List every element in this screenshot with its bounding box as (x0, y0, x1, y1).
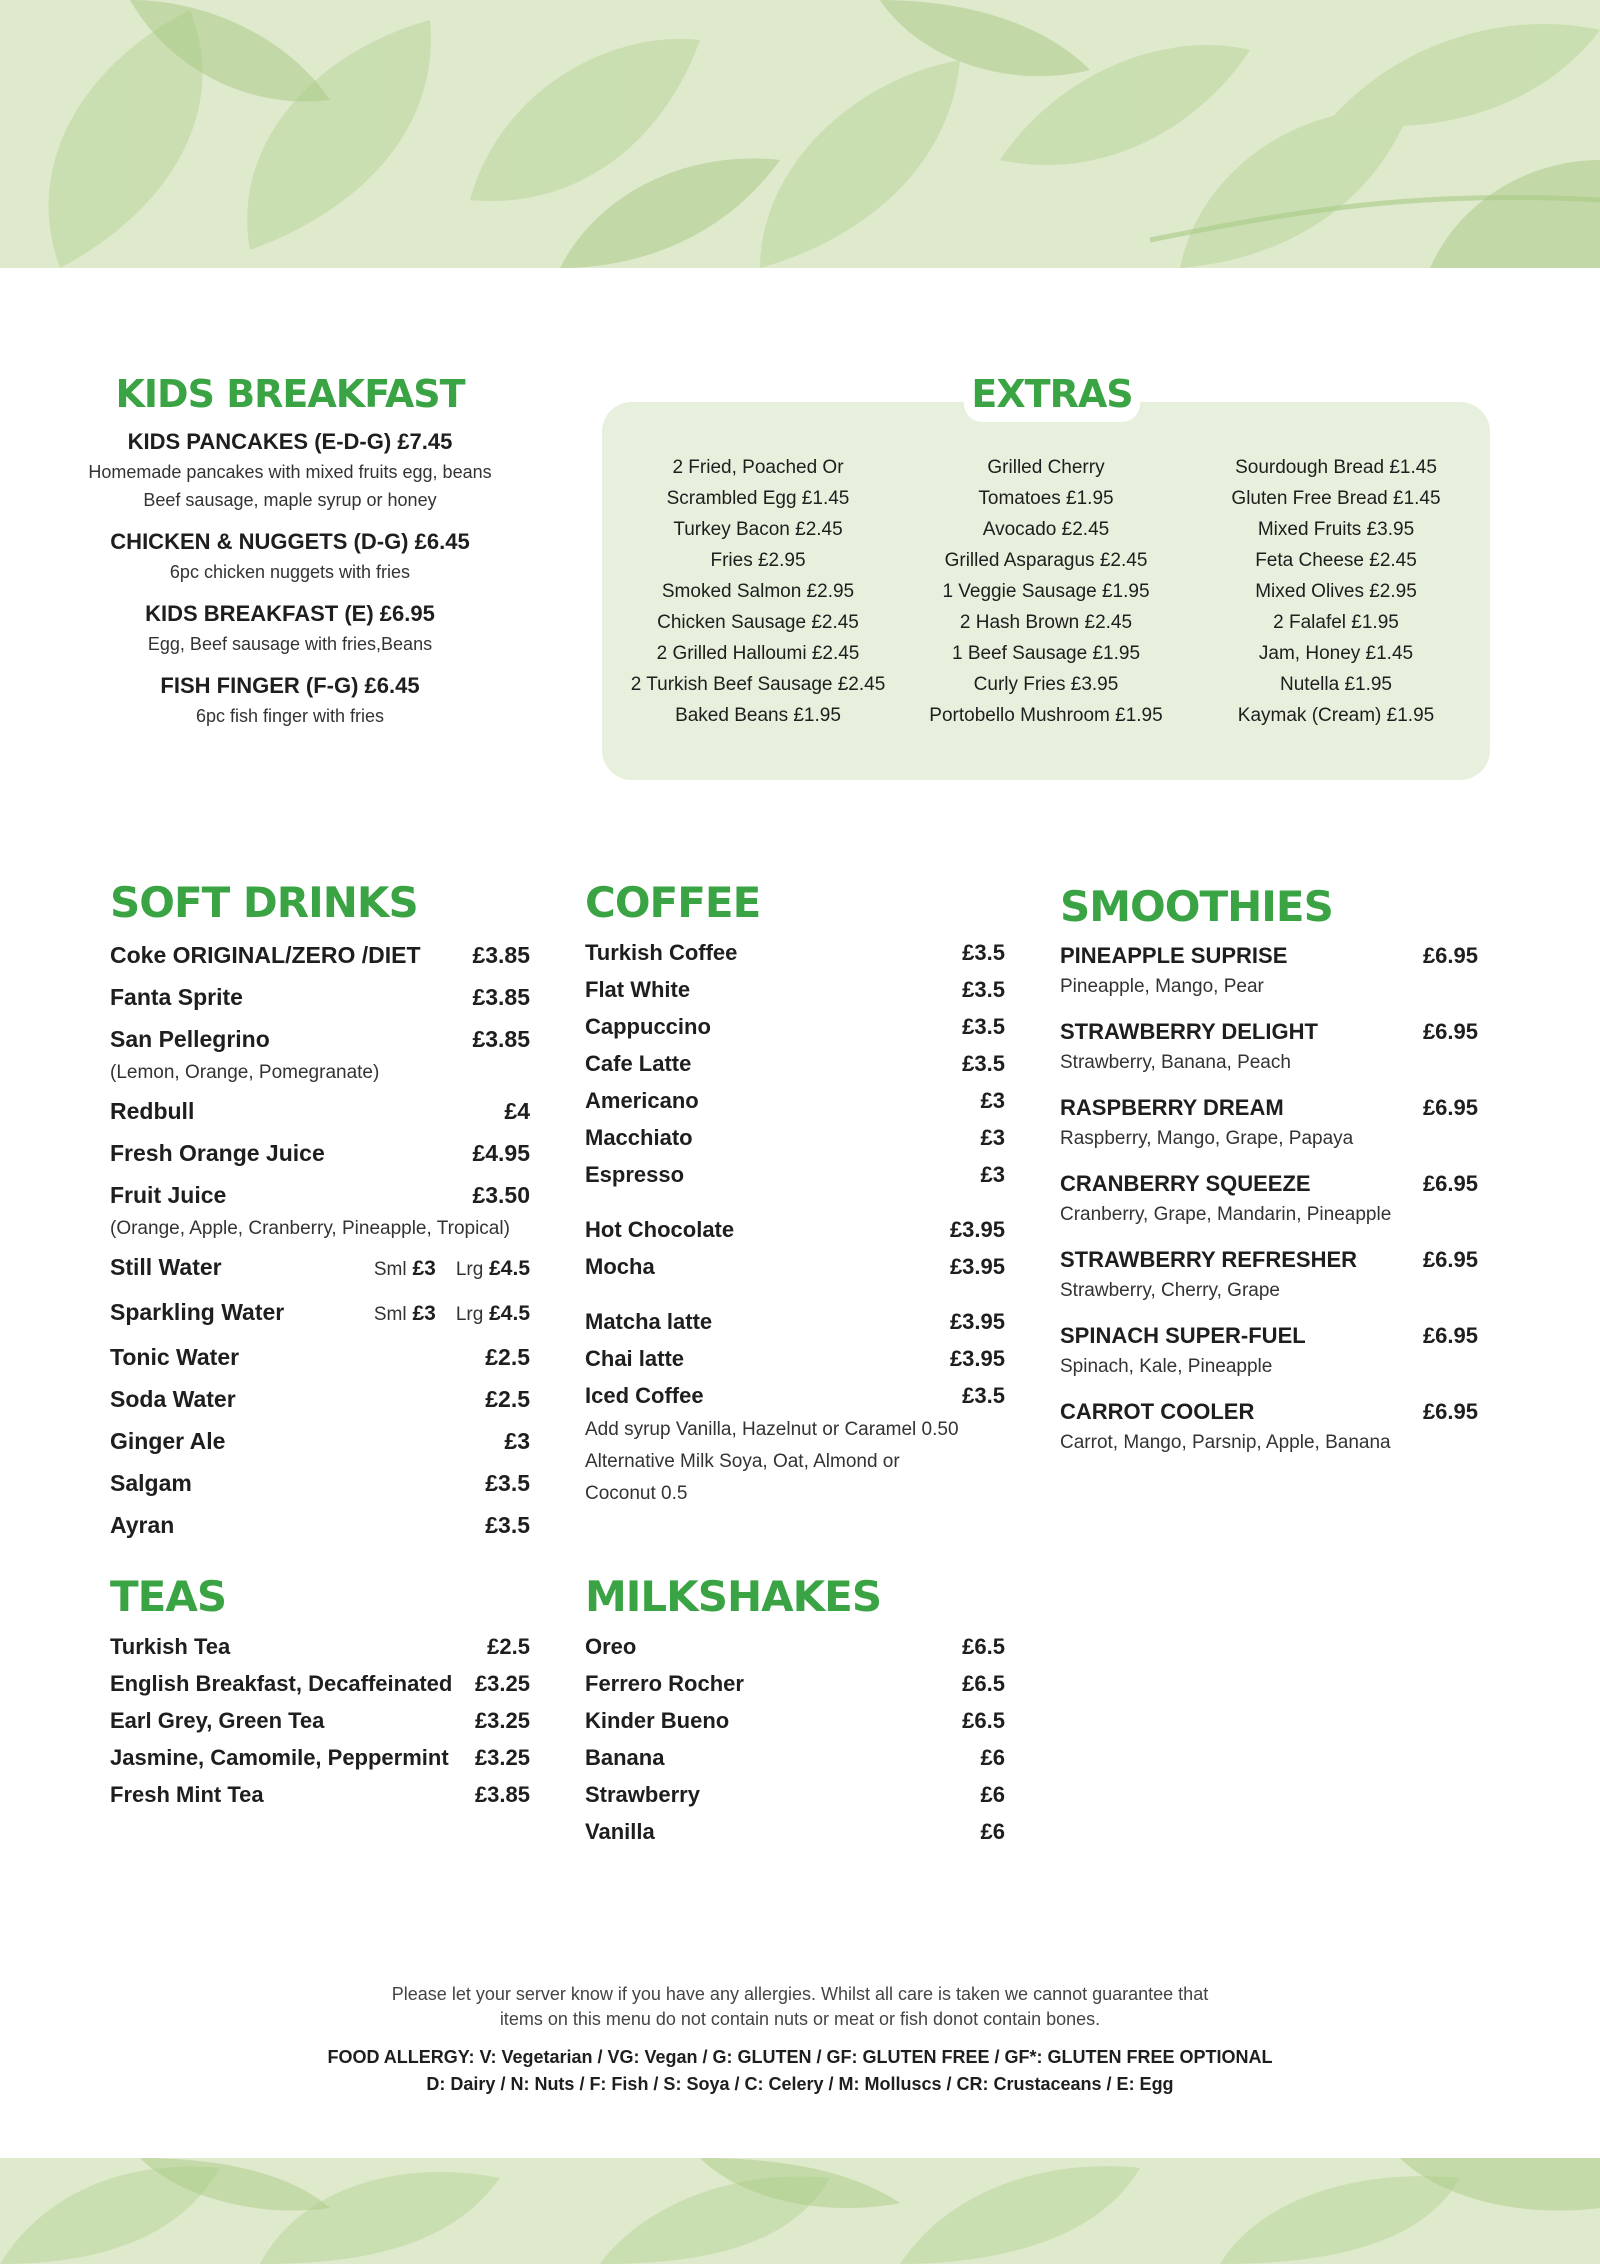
item-price: £2.5 (487, 1634, 530, 1659)
extras-item: Portobello Mushroom £1.95 (929, 705, 1163, 726)
menu-item (1060, 1318, 1478, 1380)
soft-drinks-heading: SOFT DRINKS (110, 878, 418, 927)
menu-item (1060, 938, 1478, 1000)
menu-item (110, 1018, 530, 1060)
size-label: Lrg (455, 1304, 484, 1325)
extras-item: Mixed Olives £2.95 (1255, 581, 1417, 602)
spacer (585, 1285, 1005, 1303)
menu-item (110, 1739, 530, 1776)
item-price: £3.50 (472, 1182, 530, 1208)
item-price: £3.85 (474, 1782, 530, 1807)
menu-item (110, 1504, 530, 1546)
size-label: Sml (373, 1259, 407, 1280)
extras-item: Smoked Salmon £2.95 (661, 581, 855, 602)
menu-item-title: CHICKEN & NUGGETS (D-G) £6.45 (110, 529, 470, 554)
item-name: Earl Grey, Green Tea (110, 1708, 325, 1733)
item-name: STRAWBERRY DELIGHT (1060, 1019, 1318, 1044)
menu-item (110, 1628, 530, 1665)
item-name: Ayran (110, 1512, 175, 1538)
item-description: Spinach, Kale, Pineapple (1060, 1356, 1273, 1377)
coffee-section (585, 876, 1005, 1510)
item-name: PINEAPPLE SUPRISE (1060, 943, 1288, 968)
menu-item (110, 1665, 530, 1702)
item-note: (Lemon, Orange, Pomegranate) (110, 1062, 380, 1083)
item-description: Carrot, Mango, Parsnip, Apple, Banana (1060, 1432, 1391, 1453)
menu-item (585, 1813, 1005, 1850)
item-price: £3.5 (962, 977, 1005, 1002)
smoothies-section (1060, 880, 1478, 1470)
extras-item: 2 Turkish Beef Sausage £2.45 (630, 674, 886, 695)
menu-item (110, 1776, 530, 1813)
item-price: £3 (504, 1428, 530, 1454)
leaf-pattern-icon (0, 2158, 1600, 2264)
item-description: Strawberry, Cherry, Grape (1060, 1280, 1280, 1301)
menu-item (60, 526, 520, 586)
menu-item (60, 670, 520, 730)
item-price: £6.5 (962, 1634, 1005, 1659)
extras-column-2 (896, 452, 1196, 731)
menu-item (1060, 1394, 1478, 1456)
extras-item: Tomatoes £1.95 (978, 488, 1114, 509)
item-name: Cafe Latte (585, 1051, 692, 1076)
item-price: £3.95 (949, 1217, 1005, 1242)
menu-item (1060, 1242, 1478, 1304)
item-price: £6.95 (1422, 1095, 1478, 1120)
extras-item: Jam, Honey £1.45 (1258, 643, 1414, 664)
item-price: £6 (980, 1745, 1005, 1770)
item-price: £3 (980, 1125, 1005, 1150)
extras-item: Scrambled Egg £1.45 (666, 488, 850, 509)
item-name: Turkish Tea (110, 1634, 231, 1659)
extras-heading-tab (964, 366, 1140, 422)
extras-item: Grilled Asparagus £2.45 (944, 550, 1148, 571)
item-name: Fruit Juice (110, 1182, 227, 1208)
menu-item-description: Egg, Beef sausage with fries,Beans (147, 634, 433, 654)
extras-panel (602, 402, 1490, 780)
menu-item (585, 1082, 1005, 1119)
spacer (585, 1193, 1005, 1211)
teas-heading: TEAS (110, 1572, 227, 1621)
item-price: £3.25 (474, 1745, 530, 1770)
item-name: English Breakfast, Decaffeinated (110, 1671, 453, 1696)
menu-item (110, 976, 530, 1018)
item-name: Iced Coffee (585, 1383, 704, 1408)
item-name: Kinder Bueno (585, 1708, 730, 1733)
item-name: Vanilla (585, 1819, 655, 1844)
item-name: Coke ORIGINAL/ZERO /DIET (110, 942, 421, 968)
menu-item (585, 1702, 1005, 1739)
item-price: £3.85 (472, 984, 530, 1010)
coffee-note: Coconut 0.5 (585, 1483, 688, 1504)
item-description: Pineapple, Mango, Pear (1060, 976, 1264, 997)
item-description: Raspberry, Mango, Grape, Papaya (1060, 1128, 1354, 1149)
menu-item-title: KIDS BREAKFAST (E) £6.95 (145, 601, 435, 626)
item-price: £3 (980, 1088, 1005, 1113)
menu-item (585, 1045, 1005, 1082)
menu-item (1060, 1166, 1478, 1228)
teas-section (110, 1570, 530, 1813)
disclaimer-text: items on this menu do not contain nuts or meat or fish donot contain bones. (499, 2009, 1101, 2029)
menu-item (585, 1340, 1005, 1377)
item-name: Strawberry (585, 1782, 700, 1807)
size-prices (374, 1293, 530, 1336)
menu-item (585, 1739, 1005, 1776)
item-name: Mocha (585, 1254, 655, 1279)
smoothies-heading: SMOOTHIES (1060, 882, 1333, 931)
item-price: £3.95 (949, 1346, 1005, 1371)
item-price: £6.95 (1422, 1399, 1478, 1424)
extras-item: Fries £2.95 (710, 550, 806, 571)
menu-item (60, 426, 520, 514)
size-label: Sml (373, 1304, 407, 1325)
extras-item: Avocado £2.45 (982, 519, 1110, 540)
item-name: Still Water (110, 1254, 222, 1280)
menu-item (585, 1211, 1005, 1248)
item-name: Soda Water (110, 1386, 236, 1412)
item-price: £3 (412, 1302, 436, 1325)
extras-item: Gluten Free Bread £1.45 (1231, 488, 1441, 509)
menu-item (1060, 1090, 1478, 1152)
menu-item (585, 1156, 1005, 1193)
item-name: Redbull (110, 1098, 195, 1124)
item-price: £3.85 (472, 1026, 530, 1052)
item-name: Cappuccino (585, 1014, 711, 1039)
leaf-banner-bottom (0, 2158, 1600, 2264)
coffee-heading: COFFEE (585, 878, 761, 927)
item-name: CRANBERRY SQUEEZE (1060, 1171, 1311, 1196)
item-price: £2.5 (485, 1344, 530, 1370)
menu-item (110, 1246, 530, 1291)
milkshakes-heading: MILKSHAKES (585, 1572, 882, 1621)
extras-column-3 (1186, 452, 1486, 731)
item-price: £6.95 (1422, 1019, 1478, 1044)
menu-item (585, 1119, 1005, 1156)
soft-drinks-section (110, 876, 530, 1546)
item-price: £3.5 (962, 1051, 1005, 1076)
menu-item (110, 1336, 530, 1378)
menu-item (585, 1628, 1005, 1665)
item-name: Oreo (585, 1634, 637, 1659)
item-name: Flat White (585, 977, 691, 1002)
allergy-legend: D: Dairy / N: Nuts / F: Fish / S: Soya / C: Celery / M: Molluscs / CR: Crustaceans / E: Egg (426, 2074, 1174, 2094)
menu-item-description: Beef sausage, maple syrup or honey (143, 490, 437, 510)
menu-item (585, 1248, 1005, 1285)
menu-item-title: KIDS PANCAKES (E-D-G) £7.45 (127, 429, 453, 454)
extras-item: Feta Cheese £2.45 (1255, 550, 1417, 571)
menu-item (110, 934, 530, 976)
item-price: £6.5 (962, 1708, 1005, 1733)
item-price: £3.5 (962, 940, 1005, 965)
allergy-legend: FOOD ALLERGY: V: Vegetarian / VG: Vegan / G: GLUTEN / GF: GLUTEN FREE / GF*: GLUTEN FREE OPTIONAL (327, 2047, 1273, 2067)
menu-item (110, 1420, 530, 1462)
item-price: £4.5 (489, 1257, 530, 1280)
item-price: £6.95 (1422, 943, 1478, 968)
item-price: £3.5 (485, 1512, 530, 1538)
item-name: Salgam (110, 1470, 192, 1496)
menu-item (60, 598, 520, 658)
menu-item (585, 1303, 1005, 1340)
item-name: SPINACH SUPER-FUEL (1060, 1323, 1306, 1348)
size-label: Lrg (455, 1259, 484, 1280)
menu-item (585, 971, 1005, 1008)
extras-item: 1 Veggie Sausage £1.95 (942, 581, 1150, 602)
item-name: Jasmine, Camomile, Peppermint (110, 1745, 449, 1770)
item-price: £3.25 (474, 1671, 530, 1696)
item-name: Sparkling Water (110, 1299, 285, 1325)
item-price: £6.5 (962, 1671, 1005, 1696)
item-name: Fresh Mint Tea (110, 1782, 264, 1807)
item-price: £6.95 (1422, 1247, 1478, 1272)
item-name: Fresh Orange Juice (110, 1140, 325, 1166)
disclaimer-text: Please let your server know if you have any allergies. Whilst all care is taken we cannot guarantee that (391, 1984, 1209, 2004)
item-price: £6.95 (1422, 1171, 1478, 1196)
item-price: £6 (980, 1782, 1005, 1807)
item-price: £4.95 (472, 1140, 530, 1166)
extras-item: Kaymak (Cream) £1.95 (1237, 705, 1435, 726)
extras-item: Turkey Bacon £2.45 (673, 519, 843, 540)
menu-item (585, 934, 1005, 971)
menu-item (585, 1377, 1005, 1414)
item-name: Ferrero Rocher (585, 1671, 744, 1696)
item-price: £3 (980, 1162, 1005, 1187)
extras-heading: EXTRAS (971, 372, 1133, 416)
item-price: £3.5 (962, 1014, 1005, 1039)
item-price: £3.5 (962, 1383, 1005, 1408)
menu-item (110, 1378, 530, 1420)
extras-item: 2 Falafel £1.95 (1273, 612, 1399, 633)
leaf-banner-top (0, 0, 1600, 268)
item-name: Fanta Sprite (110, 984, 243, 1010)
item-price: £3.85 (472, 942, 530, 968)
leaf-pattern-icon (0, 0, 1600, 268)
menu-item (585, 1665, 1005, 1702)
item-name: Espresso (585, 1162, 685, 1187)
menu-item-title: FISH FINGER (F-G) £6.45 (160, 673, 420, 698)
extras-item: Nutella £1.95 (1280, 674, 1392, 695)
allergy-footer (200, 1982, 1400, 2098)
item-price: £3 (412, 1257, 436, 1280)
menu-item-description: Homemade pancakes with mixed fruits egg, beans (88, 462, 492, 482)
size-prices (374, 1248, 530, 1291)
menu-item-description: 6pc fish finger with fries (195, 706, 385, 726)
extras-item: Chicken Sausage £2.45 (657, 612, 859, 633)
item-name: Ginger Ale (110, 1428, 226, 1454)
item-description: Strawberry, Banana, Peach (1060, 1052, 1291, 1073)
menu-item (585, 1776, 1005, 1813)
extras-item: 1 Beef Sausage £1.95 (951, 643, 1141, 664)
extras-item: Grilled Cherry (987, 457, 1105, 478)
item-name: RASPBERRY DREAM (1060, 1095, 1284, 1120)
item-price: £3.95 (949, 1309, 1005, 1334)
item-price: £3.25 (474, 1708, 530, 1733)
extras-item: 2 Hash Brown £2.45 (959, 612, 1133, 633)
item-name: Hot Chocolate (585, 1217, 735, 1242)
menu-item (110, 1702, 530, 1739)
menu-item (110, 1462, 530, 1504)
item-name: Chai latte (585, 1346, 685, 1371)
item-note: (Orange, Apple, Cranberry, Pineapple, Tropical) (110, 1218, 510, 1239)
menu-item (1060, 1014, 1478, 1076)
extras-item: Mixed Fruits £3.95 (1257, 519, 1415, 540)
menu-item (110, 1174, 530, 1216)
item-price: £4.5 (489, 1302, 530, 1325)
menu-item-description: 6pc chicken nuggets with fries (169, 562, 411, 582)
item-name: Tonic Water (110, 1344, 240, 1370)
kids-breakfast-heading: KIDS BREAKFAST (115, 372, 465, 416)
item-name: San Pellegrino (110, 1026, 270, 1052)
milkshakes-section (585, 1570, 1005, 1850)
menu-item (110, 1090, 530, 1132)
kids-breakfast-section (60, 370, 520, 742)
menu-item (585, 1008, 1005, 1045)
item-name: Turkish Coffee (585, 940, 738, 965)
item-price: £3.95 (949, 1254, 1005, 1279)
extras-item: Curly Fries £3.95 (973, 674, 1119, 695)
item-name: Americano (585, 1088, 699, 1113)
extras-item: Sourdough Bread £1.45 (1235, 457, 1437, 478)
item-name: STRAWBERRY REFRESHER (1060, 1247, 1358, 1272)
item-price: £4 (504, 1098, 530, 1124)
menu-item (110, 1132, 530, 1174)
coffee-note: Alternative Milk Soya, Oat, Almond or (585, 1451, 900, 1472)
item-price: £2.5 (485, 1386, 530, 1412)
item-price: £6.95 (1422, 1323, 1478, 1348)
item-description: Cranberry, Grape, Mandarin, Pineapple (1060, 1204, 1392, 1225)
coffee-note: Add syrup Vanilla, Hazelnut or Caramel 0.50 (585, 1419, 959, 1440)
item-name: CARROT COOLER (1060, 1399, 1255, 1424)
item-name: Banana (585, 1745, 665, 1770)
item-name: Matcha latte (585, 1309, 713, 1334)
item-price: £6 (980, 1819, 1005, 1844)
item-name: Macchiato (585, 1125, 693, 1150)
extras-item: Baked Beans £1.95 (675, 705, 841, 726)
menu-item (110, 1291, 530, 1336)
extras-item: 2 Fried, Poached Or (672, 457, 844, 478)
extras-item: 2 Grilled Halloumi £2.45 (656, 643, 860, 664)
extras-column-1 (608, 452, 908, 731)
item-price: £3.5 (485, 1470, 530, 1496)
